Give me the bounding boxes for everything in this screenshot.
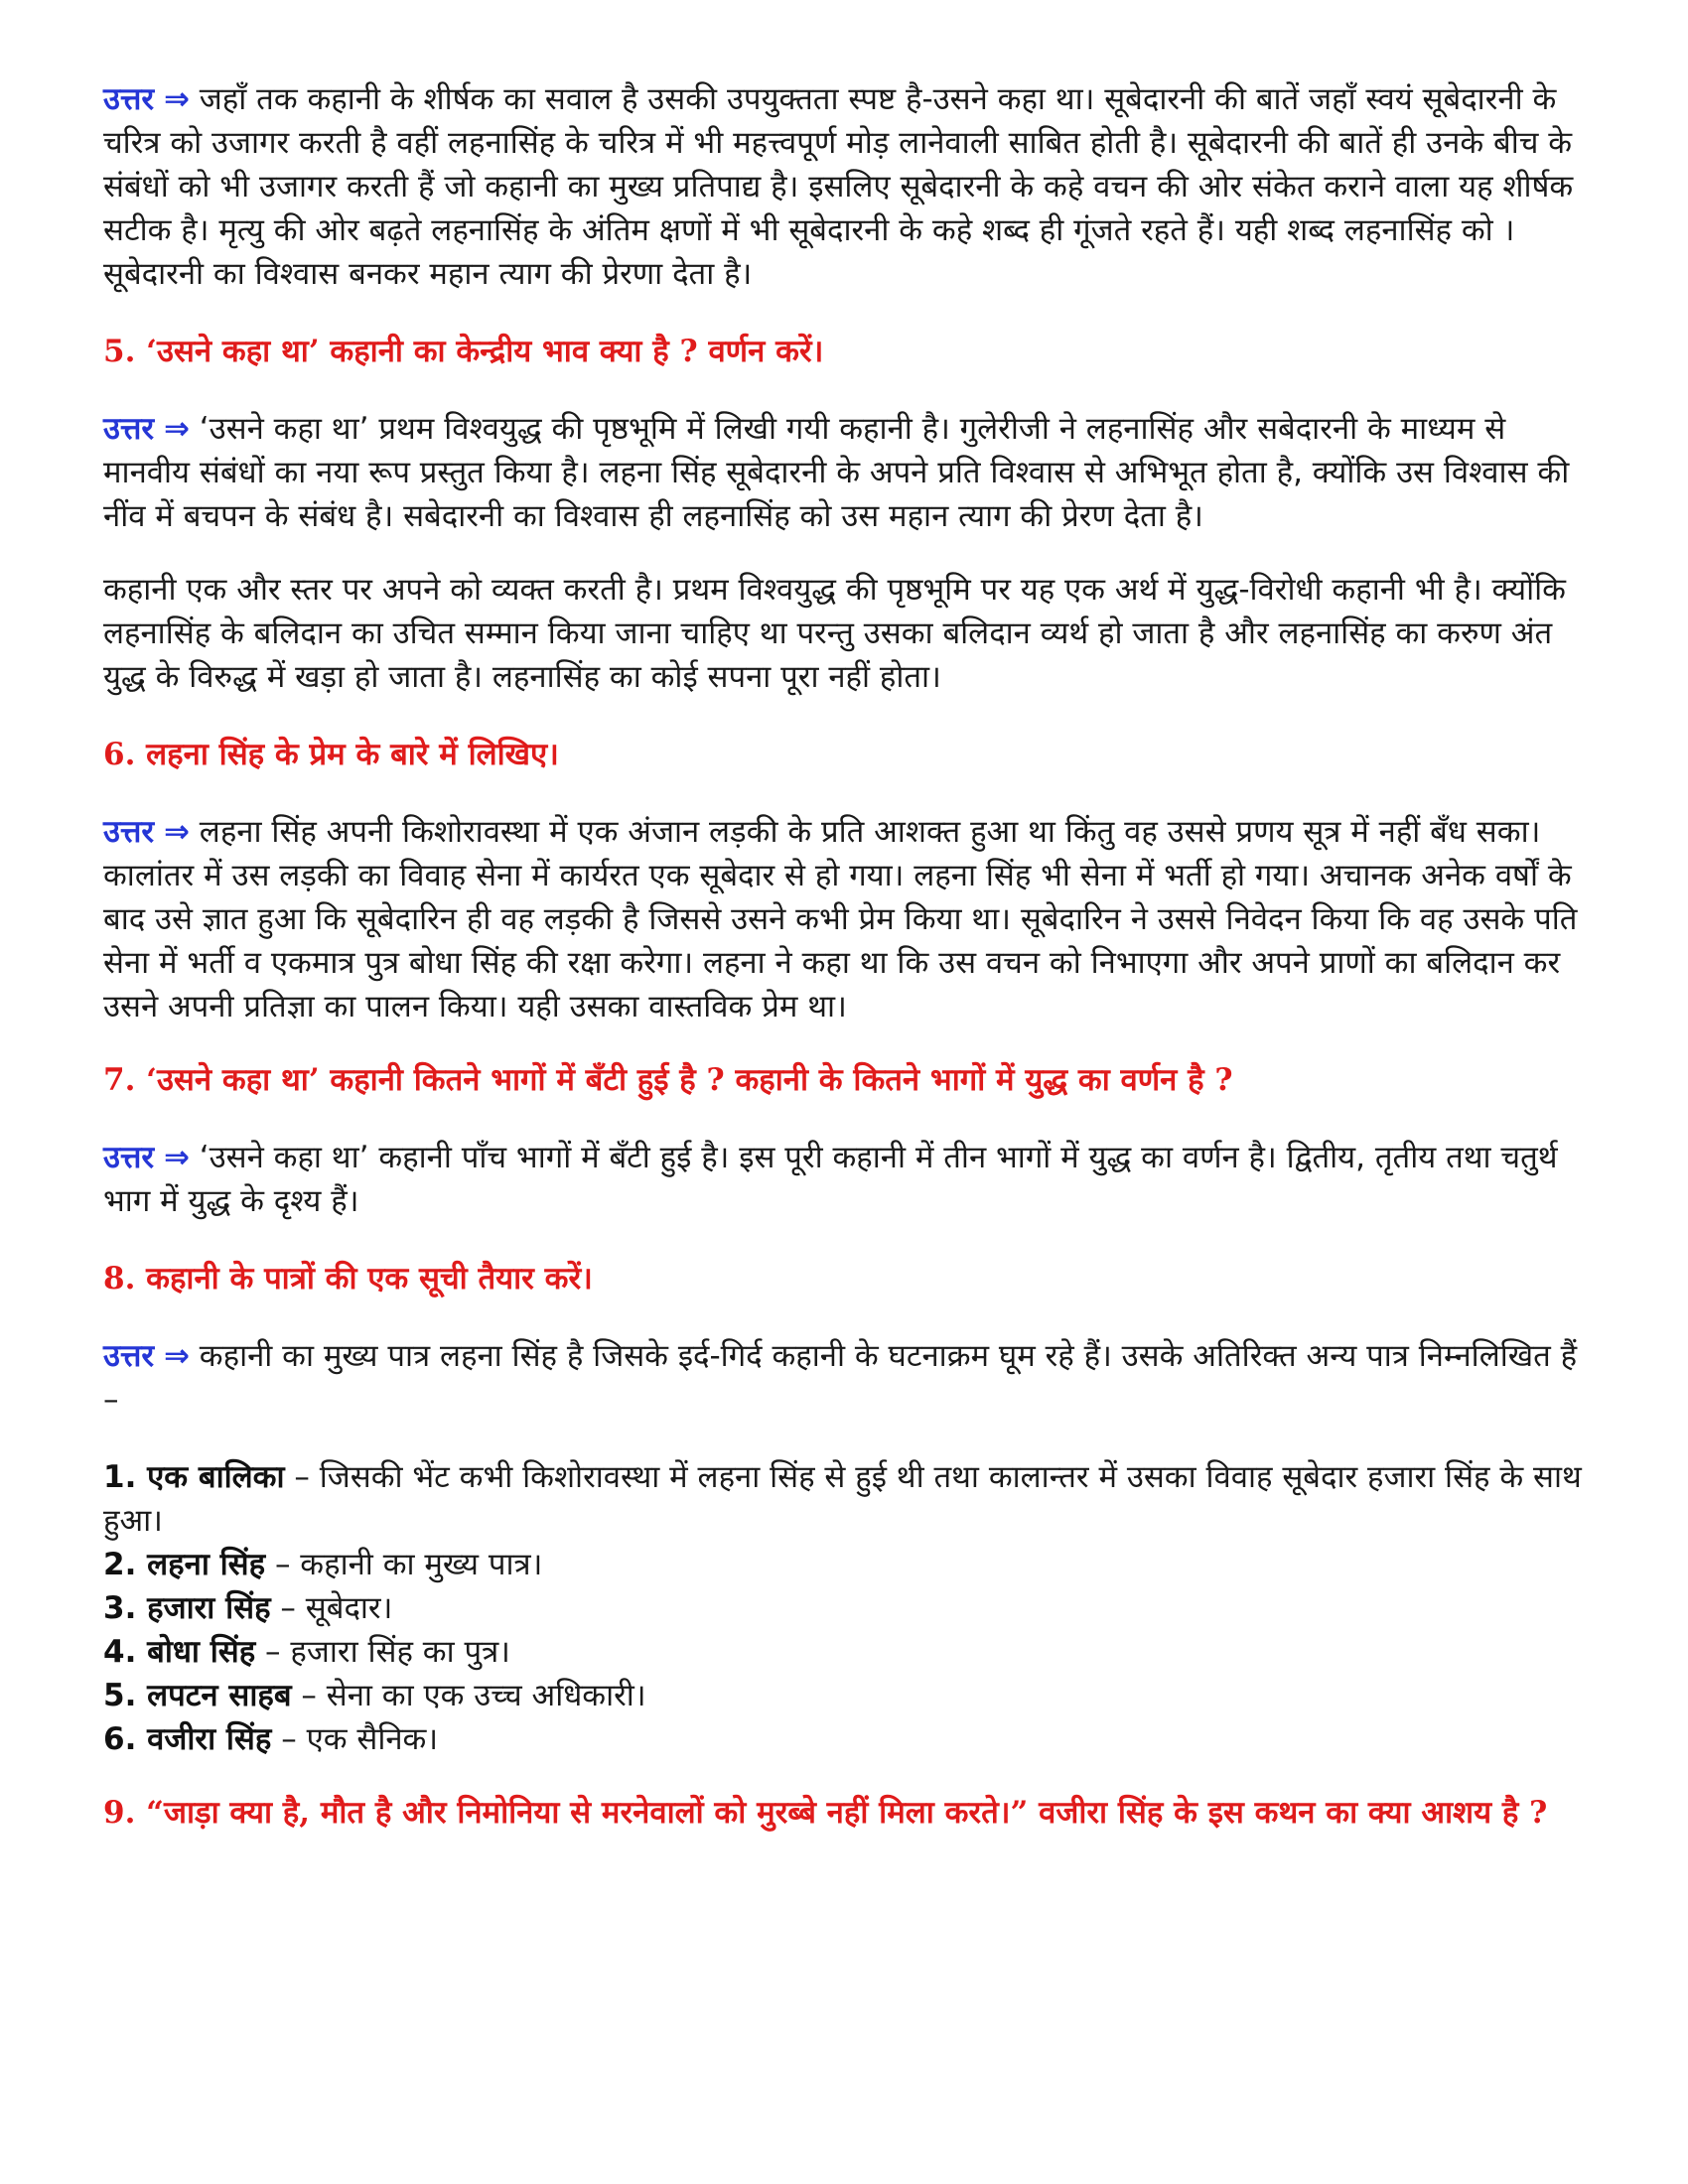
- arrow-icon: ⇒: [163, 1140, 190, 1175]
- character-description: – एक सैनिक।: [271, 1721, 439, 1757]
- character-name: 3. हजारा सिंह: [103, 1590, 271, 1626]
- answer-paragraph-8: [103, 1334, 1593, 1422]
- question-7: 7. ‘उसने कहा था’ कहानी कितने भागों में बँटी हुई है ? कहानी के कितने भागों में युद्ध का वर्णन है ?: [103, 1062, 1233, 1098]
- answer-paragraph-7: [103, 1136, 1593, 1223]
- answer-label: उत्तर: [103, 814, 155, 850]
- document-page: [103, 77, 1593, 1835]
- answer-paragraph-4: [103, 77, 1593, 296]
- character-description: – हजारा सिंह का पुत्र।: [255, 1634, 510, 1670]
- answer-text: लहना सिंह अपनी किशोरावस्था में एक अंजान लड़की के प्रति आशक्त हुआ था किंतु वह उससे प्रणय सूत्र में नहीं बँध सका। कालांतर में उस लड़की का विवाह सेना में कार्यरत एक सूबेदार से हो गया। लहना सिंह भी सेना में भर्ती हो गया। अचानक अनेक वर्षों के बाद उसे ज्ञात हुआ कि सूबेदारिन ही वह लड़की है जिससे उसने कभी प्रेम किया था। सूबेदारिन ने उससे निवेदन किया कि वह उसके पति सेना में भर्ती व एकमात्र पुत्र बोधा सिंह की रक्षा करेगा। लहना ने कहा था कि उस वचन को निभाएगा और अपने प्राणों का बलिदान कर उसने अपनी प्रतिज्ञा का पालन किया। यही उसका वास्तविक प्रेम था।: [103, 814, 1578, 1024]
- list-item: [103, 1674, 1593, 1717]
- character-name: 6. वजीरा सिंह: [103, 1721, 272, 1757]
- character-description: – कहानी का मुख्य पात्र।: [265, 1547, 543, 1582]
- list-item: [103, 1630, 1593, 1674]
- arrow-icon: ⇒: [163, 411, 190, 447]
- answer-label: उत्तर: [103, 81, 155, 117]
- arrow-icon: ⇒: [163, 81, 190, 117]
- answer-text: कहानी का मुख्य पात्र लहना सिंह है जिसके इर्द-गिर्द कहानी के घटनाक्रम घूम रहे हैं। उसके अतिरिक्त अन्य पात्र निम्नलिखित हैं –: [103, 1338, 1578, 1418]
- list-item: [103, 1543, 1593, 1586]
- character-description: – सेना का एक उच्च अधिकारी।: [291, 1678, 646, 1713]
- answer-paragraph-5: [103, 407, 1593, 538]
- question-9: 9. “जाड़ा क्या है, मौत है और निमोनिया से मरनेवालों को मुरब्बे नहीं मिला करते।” वजीरा सिंह के इस कथन का क्या आशय है ?: [103, 1795, 1548, 1831]
- character-list: [103, 1455, 1593, 1761]
- question-8: 8. कहानी के पात्रों की एक सूची तैयार करें।: [103, 1261, 593, 1297]
- answer-label: उत्तर: [103, 1338, 155, 1374]
- answer-text: ‘उसने कहा था’ कहानी पाँच भागों में बँटी हुई है। इस पूरी कहानी में तीन भागों में युद्ध का वर्णन है। द्वितीय, तृतीय तथा चतुर्थ भाग में युद्ध के दृश्य हैं।: [103, 1140, 1558, 1219]
- answer-text: ‘उसने कहा था’ प्रथम विश्वयुद्ध की पृष्ठभूमि में लिखी गयी कहानी है। गुलेरीजी ने लहनासिंह और सबेदारनी के माध्यम से मानवीय संबंधों का नया रूप प्रस्तुत किया है। लहना सिंह सूबेदारनी के अपने प्रति विश्वास से अभिभूत होता है, क्योंकि उस विश्वास की नींव में बचपन के संबंध है। सबेदारनी का विश्वास ही लहनासिंह को उस महान त्याग की प्रेरण देता है।: [103, 411, 1570, 534]
- character-name: 5. लपटन साहब: [103, 1678, 292, 1713]
- arrow-icon: ⇒: [163, 1338, 190, 1374]
- character-name: 4. बोधा सिंह: [103, 1634, 256, 1670]
- character-description: – जिसकी भेंट कभी किशोरावस्था में लहना सिंह से हुई थी तथा कालान्तर में उसका विवाह सूबेदार हजारा सिंह के साथ हुआ।: [103, 1459, 1582, 1539]
- answer-paragraph-6: [103, 810, 1593, 1028]
- character-name: 1. एक बालिका: [103, 1459, 285, 1495]
- arrow-icon: ⇒: [163, 814, 190, 850]
- list-item: [103, 1455, 1593, 1543]
- answer-label: उत्तर: [103, 1140, 155, 1175]
- answer-5-paragraph-2: कहानी एक और स्तर पर अपने को व्यक्त करती है। प्रथम विश्वयुद्ध की पृष्ठभूमि पर यह एक अर्थ में युद्ध-विरोधी कहानी भी है। क्योंकि लहनासिंह के बलिदान का उचित सम्मान किया जाना चाहिए था परन्तु उसका बलिदान व्यर्थ हो जाता है और लहनासिंह का करुण अंत: [103, 572, 1566, 651]
- character-name: 2. लहना सिंह: [103, 1547, 266, 1582]
- answer-text: जहाँ तक कहानी के शीर्षक का सवाल है उसकी उपयुक्तता स्पष्ट है-उसने कहा था। सूबेदारनी की बातें जहाँ स्वयं सूबेदारनी के चरित्र को उजागर करती है वहीं लहनासिंह के चरित्र में भी महत्त्वपूर्ण मोड़ लानेवाली साबित होती है। सूबेदारनी की बातें ही उनके बीच के संबंधों को भी उजागर करती हैं जो कहानी का मुख्य प्रतिपाद्य है। इसलिए सूबेदारनी के कहे वचन की ओर संकेत कराने वाला यह शीर्षक सटीक है। मृत्यु की ओर बढ़ते लहनासिंह के अंतिम क्षणों में भी सूबेदारनी के कहे शब्द ही गूंजते रहते हैं। यही शब्द लहनासिंह को । सूबेदारनी का विश्वास बनकर महान त्याग की प्रेरणा देता है।: [103, 81, 1574, 292]
- question-6: 6. लहना सिंह के प्रेम के बारे में लिखिए।: [103, 737, 559, 772]
- question-5: 5. ‘उसने कहा था’ कहानी का केन्द्रीय भाव क्या है ? वर्णन करें।: [103, 334, 824, 369]
- answer-label: उत्तर: [103, 411, 155, 447]
- character-description: – सूबेदार।: [270, 1590, 393, 1626]
- list-item: [103, 1717, 1593, 1761]
- answer-5-paragraph-2-cont: युद्ध के विरुद्ध में खड़ा हो जाता है। लहनासिंह का कोई सपना पूरा नहीं होता।: [103, 659, 941, 695]
- list-item: [103, 1586, 1593, 1630]
